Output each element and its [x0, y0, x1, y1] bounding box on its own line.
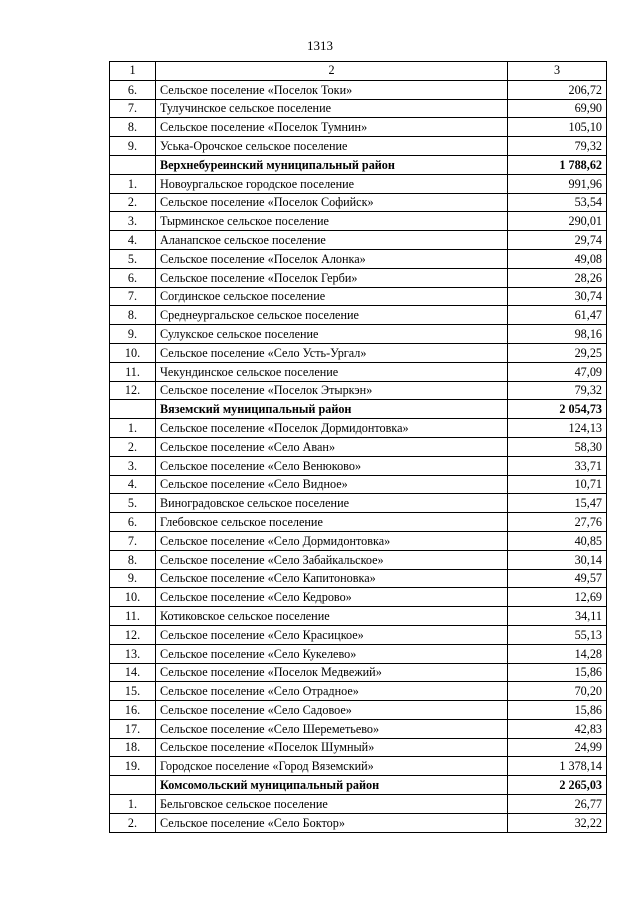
row-value: 2 265,03 — [508, 776, 607, 795]
table-row — [110, 701, 607, 720]
settlement-name: Тулучинское сельское поселение — [156, 99, 508, 118]
row-value: 79,32 — [508, 137, 607, 156]
settlement-name: Сельское поселение «Поселок Шумный» — [156, 738, 508, 757]
settlement-name: Сельское поселение «Село Забайкальское» — [156, 550, 508, 569]
row-value: 40,85 — [508, 531, 607, 550]
row-value: 15,47 — [508, 494, 607, 513]
row-value: 42,83 — [508, 719, 607, 738]
row-value: 1 378,14 — [508, 757, 607, 776]
table-row — [110, 99, 607, 118]
row-number: 1. — [110, 795, 156, 814]
header-col-3: 3 — [508, 62, 607, 81]
table-row — [110, 287, 607, 306]
settlement-name: Сельское поселение «Поселок Этыркэн» — [156, 381, 508, 400]
row-number: 1. — [110, 174, 156, 193]
row-number: 7. — [110, 99, 156, 118]
row-value: 55,13 — [508, 625, 607, 644]
table-row — [110, 118, 607, 137]
row-number: 2. — [110, 193, 156, 212]
row-number: 2. — [110, 813, 156, 832]
table-row — [110, 588, 607, 607]
table-row — [110, 531, 607, 550]
row-number: 12. — [110, 381, 156, 400]
settlement-name: Сельское поселение «Село Красицкое» — [156, 625, 508, 644]
table-row — [110, 212, 607, 231]
row-number: 9. — [110, 137, 156, 156]
table-row — [110, 456, 607, 475]
row-number: 5. — [110, 249, 156, 268]
row-number: 9. — [110, 569, 156, 588]
table-row — [110, 80, 607, 99]
table-row — [110, 231, 607, 250]
table-row — [110, 475, 607, 494]
row-value: 58,30 — [508, 437, 607, 456]
row-number: 5. — [110, 494, 156, 513]
settlement-name: Комсомольский муниципальный район — [156, 776, 508, 795]
row-value: 15,86 — [508, 663, 607, 682]
row-number: 4. — [110, 231, 156, 250]
row-value: 70,20 — [508, 682, 607, 701]
table-row — [110, 569, 607, 588]
settlement-name: Аланапское сельское поселение — [156, 231, 508, 250]
table-row — [110, 795, 607, 814]
row-number: 3. — [110, 212, 156, 231]
settlement-name: Сельское поселение «Село Капитоновка» — [156, 569, 508, 588]
row-number: 6. — [110, 513, 156, 532]
row-number: 12. — [110, 625, 156, 644]
settlement-name: Котиковское сельское поселение — [156, 607, 508, 626]
row-number: 16. — [110, 701, 156, 720]
row-number — [110, 400, 156, 419]
row-number: 7. — [110, 287, 156, 306]
row-value: 290,01 — [508, 212, 607, 231]
row-value: 47,09 — [508, 362, 607, 381]
settlement-name: Сельское поселение «Село Боктор» — [156, 813, 508, 832]
district-row — [110, 155, 607, 174]
row-value: 28,26 — [508, 268, 607, 287]
row-value: 105,10 — [508, 118, 607, 137]
row-number: 11. — [110, 362, 156, 381]
table-row — [110, 268, 607, 287]
row-number — [110, 776, 156, 795]
row-value: 30,14 — [508, 550, 607, 569]
settlement-name: Согдинское сельское поселение — [156, 287, 508, 306]
row-number: 10. — [110, 343, 156, 362]
row-value: 26,77 — [508, 795, 607, 814]
settlement-name: Вяземский муниципальный район — [156, 400, 508, 419]
table-row — [110, 343, 607, 362]
settlement-name: Сельское поселение «Поселок Алонка» — [156, 249, 508, 268]
settlement-name: Сельское поселение «Поселок Герби» — [156, 268, 508, 287]
row-value: 10,71 — [508, 475, 607, 494]
settlement-name: Сулукское сельское поселение — [156, 325, 508, 344]
table-row — [110, 193, 607, 212]
settlement-name: Сельское поселение «Село Кукелево» — [156, 644, 508, 663]
row-number: 18. — [110, 738, 156, 757]
settlement-name: Верхнебуреинский муниципальный район — [156, 155, 508, 174]
table-header-row — [110, 62, 607, 81]
settlement-name: Чекундинское сельское поселение — [156, 362, 508, 381]
settlement-name: Виноградовское сельское поселение — [156, 494, 508, 513]
settlement-name: Сельское поселение «Поселок Софийск» — [156, 193, 508, 212]
row-number: 8. — [110, 550, 156, 569]
row-number: 2. — [110, 437, 156, 456]
row-number: 13. — [110, 644, 156, 663]
row-number: 9. — [110, 325, 156, 344]
district-row — [110, 400, 607, 419]
table-row — [110, 362, 607, 381]
table-row — [110, 738, 607, 757]
table-body — [110, 80, 607, 832]
table-row — [110, 550, 607, 569]
row-value: 98,16 — [508, 325, 607, 344]
row-number: 8. — [110, 118, 156, 137]
settlement-name: Сельское поселение «Село Усть-Ургал» — [156, 343, 508, 362]
settlement-name: Сельское поселение «Село Садовое» — [156, 701, 508, 720]
settlement-name: Сельское поселение «Село Отрадное» — [156, 682, 508, 701]
table-row — [110, 437, 607, 456]
row-value: 2 054,73 — [508, 400, 607, 419]
row-number: 11. — [110, 607, 156, 626]
municipal-table — [109, 61, 607, 833]
row-value: 29,74 — [508, 231, 607, 250]
row-value: 29,25 — [508, 343, 607, 362]
table-row — [110, 494, 607, 513]
settlement-name: Сельское поселение «Село Видное» — [156, 475, 508, 494]
district-row — [110, 776, 607, 795]
table-row — [110, 381, 607, 400]
row-value: 32,22 — [508, 813, 607, 832]
row-value: 61,47 — [508, 306, 607, 325]
table-row — [110, 757, 607, 776]
row-number: 8. — [110, 306, 156, 325]
table-row — [110, 625, 607, 644]
row-value: 34,11 — [508, 607, 607, 626]
row-value: 15,86 — [508, 701, 607, 720]
row-number: 15. — [110, 682, 156, 701]
settlement-name: Сельское поселение «Село Шереметьево» — [156, 719, 508, 738]
settlement-name: Сельское поселение «Село Кедрово» — [156, 588, 508, 607]
settlement-name: Среднеургальское сельское поселение — [156, 306, 508, 325]
settlement-name: Тырминское сельское поселение — [156, 212, 508, 231]
table-row — [110, 663, 607, 682]
settlement-name: Глебовское сельское поселение — [156, 513, 508, 532]
row-number: 7. — [110, 531, 156, 550]
row-value: 30,74 — [508, 287, 607, 306]
table-row — [110, 682, 607, 701]
row-value: 49,57 — [508, 569, 607, 588]
row-number: 4. — [110, 475, 156, 494]
row-value: 206,72 — [508, 80, 607, 99]
row-number: 19. — [110, 757, 156, 776]
table-row — [110, 174, 607, 193]
row-number: 1. — [110, 419, 156, 438]
row-value: 49,08 — [508, 249, 607, 268]
table-row — [110, 607, 607, 626]
table-row — [110, 513, 607, 532]
row-number: 6. — [110, 80, 156, 99]
row-value: 33,71 — [508, 456, 607, 475]
row-value: 79,32 — [508, 381, 607, 400]
table-row — [110, 249, 607, 268]
row-number — [110, 155, 156, 174]
page-number: 1313 — [307, 38, 333, 53]
row-value: 991,96 — [508, 174, 607, 193]
settlement-name: Сельское поселение «Поселок Медвежий» — [156, 663, 508, 682]
row-number: 17. — [110, 719, 156, 738]
settlement-name: Уська-Орочское сельское поселение — [156, 137, 508, 156]
settlement-name: Сельское поселение «Село Дормидонтовка» — [156, 531, 508, 550]
header-col-1: 1 — [110, 62, 156, 81]
table-row — [110, 644, 607, 663]
row-number: 14. — [110, 663, 156, 682]
table-row — [110, 325, 607, 344]
row-number: 6. — [110, 268, 156, 287]
row-value: 24,99 — [508, 738, 607, 757]
row-value: 53,54 — [508, 193, 607, 212]
header-col-2: 2 — [156, 62, 508, 81]
settlement-name: Сельское поселение «Поселок Токи» — [156, 80, 508, 99]
table-row — [110, 813, 607, 832]
row-value: 124,13 — [508, 419, 607, 438]
row-value: 27,76 — [508, 513, 607, 532]
table-row — [110, 719, 607, 738]
settlement-name: Новоургальское городское поселение — [156, 174, 508, 193]
table-row — [110, 419, 607, 438]
settlement-name: Городское поселение «Город Вяземский» — [156, 757, 508, 776]
settlement-name: Сельское поселение «Поселок Дормидонтовка» — [156, 419, 508, 438]
settlement-name: Сельское поселение «Село Венюково» — [156, 456, 508, 475]
row-number: 3. — [110, 456, 156, 475]
row-number: 10. — [110, 588, 156, 607]
row-value: 69,90 — [508, 99, 607, 118]
settlement-name: Сельское поселение «Село Аван» — [156, 437, 508, 456]
table-row — [110, 306, 607, 325]
settlement-name: Сельское поселение «Поселок Тумнин» — [156, 118, 508, 137]
row-value: 1 788,62 — [508, 155, 607, 174]
row-value: 12,69 — [508, 588, 607, 607]
settlement-name: Бельговское сельское поселение — [156, 795, 508, 814]
table-row — [110, 137, 607, 156]
row-value: 14,28 — [508, 644, 607, 663]
